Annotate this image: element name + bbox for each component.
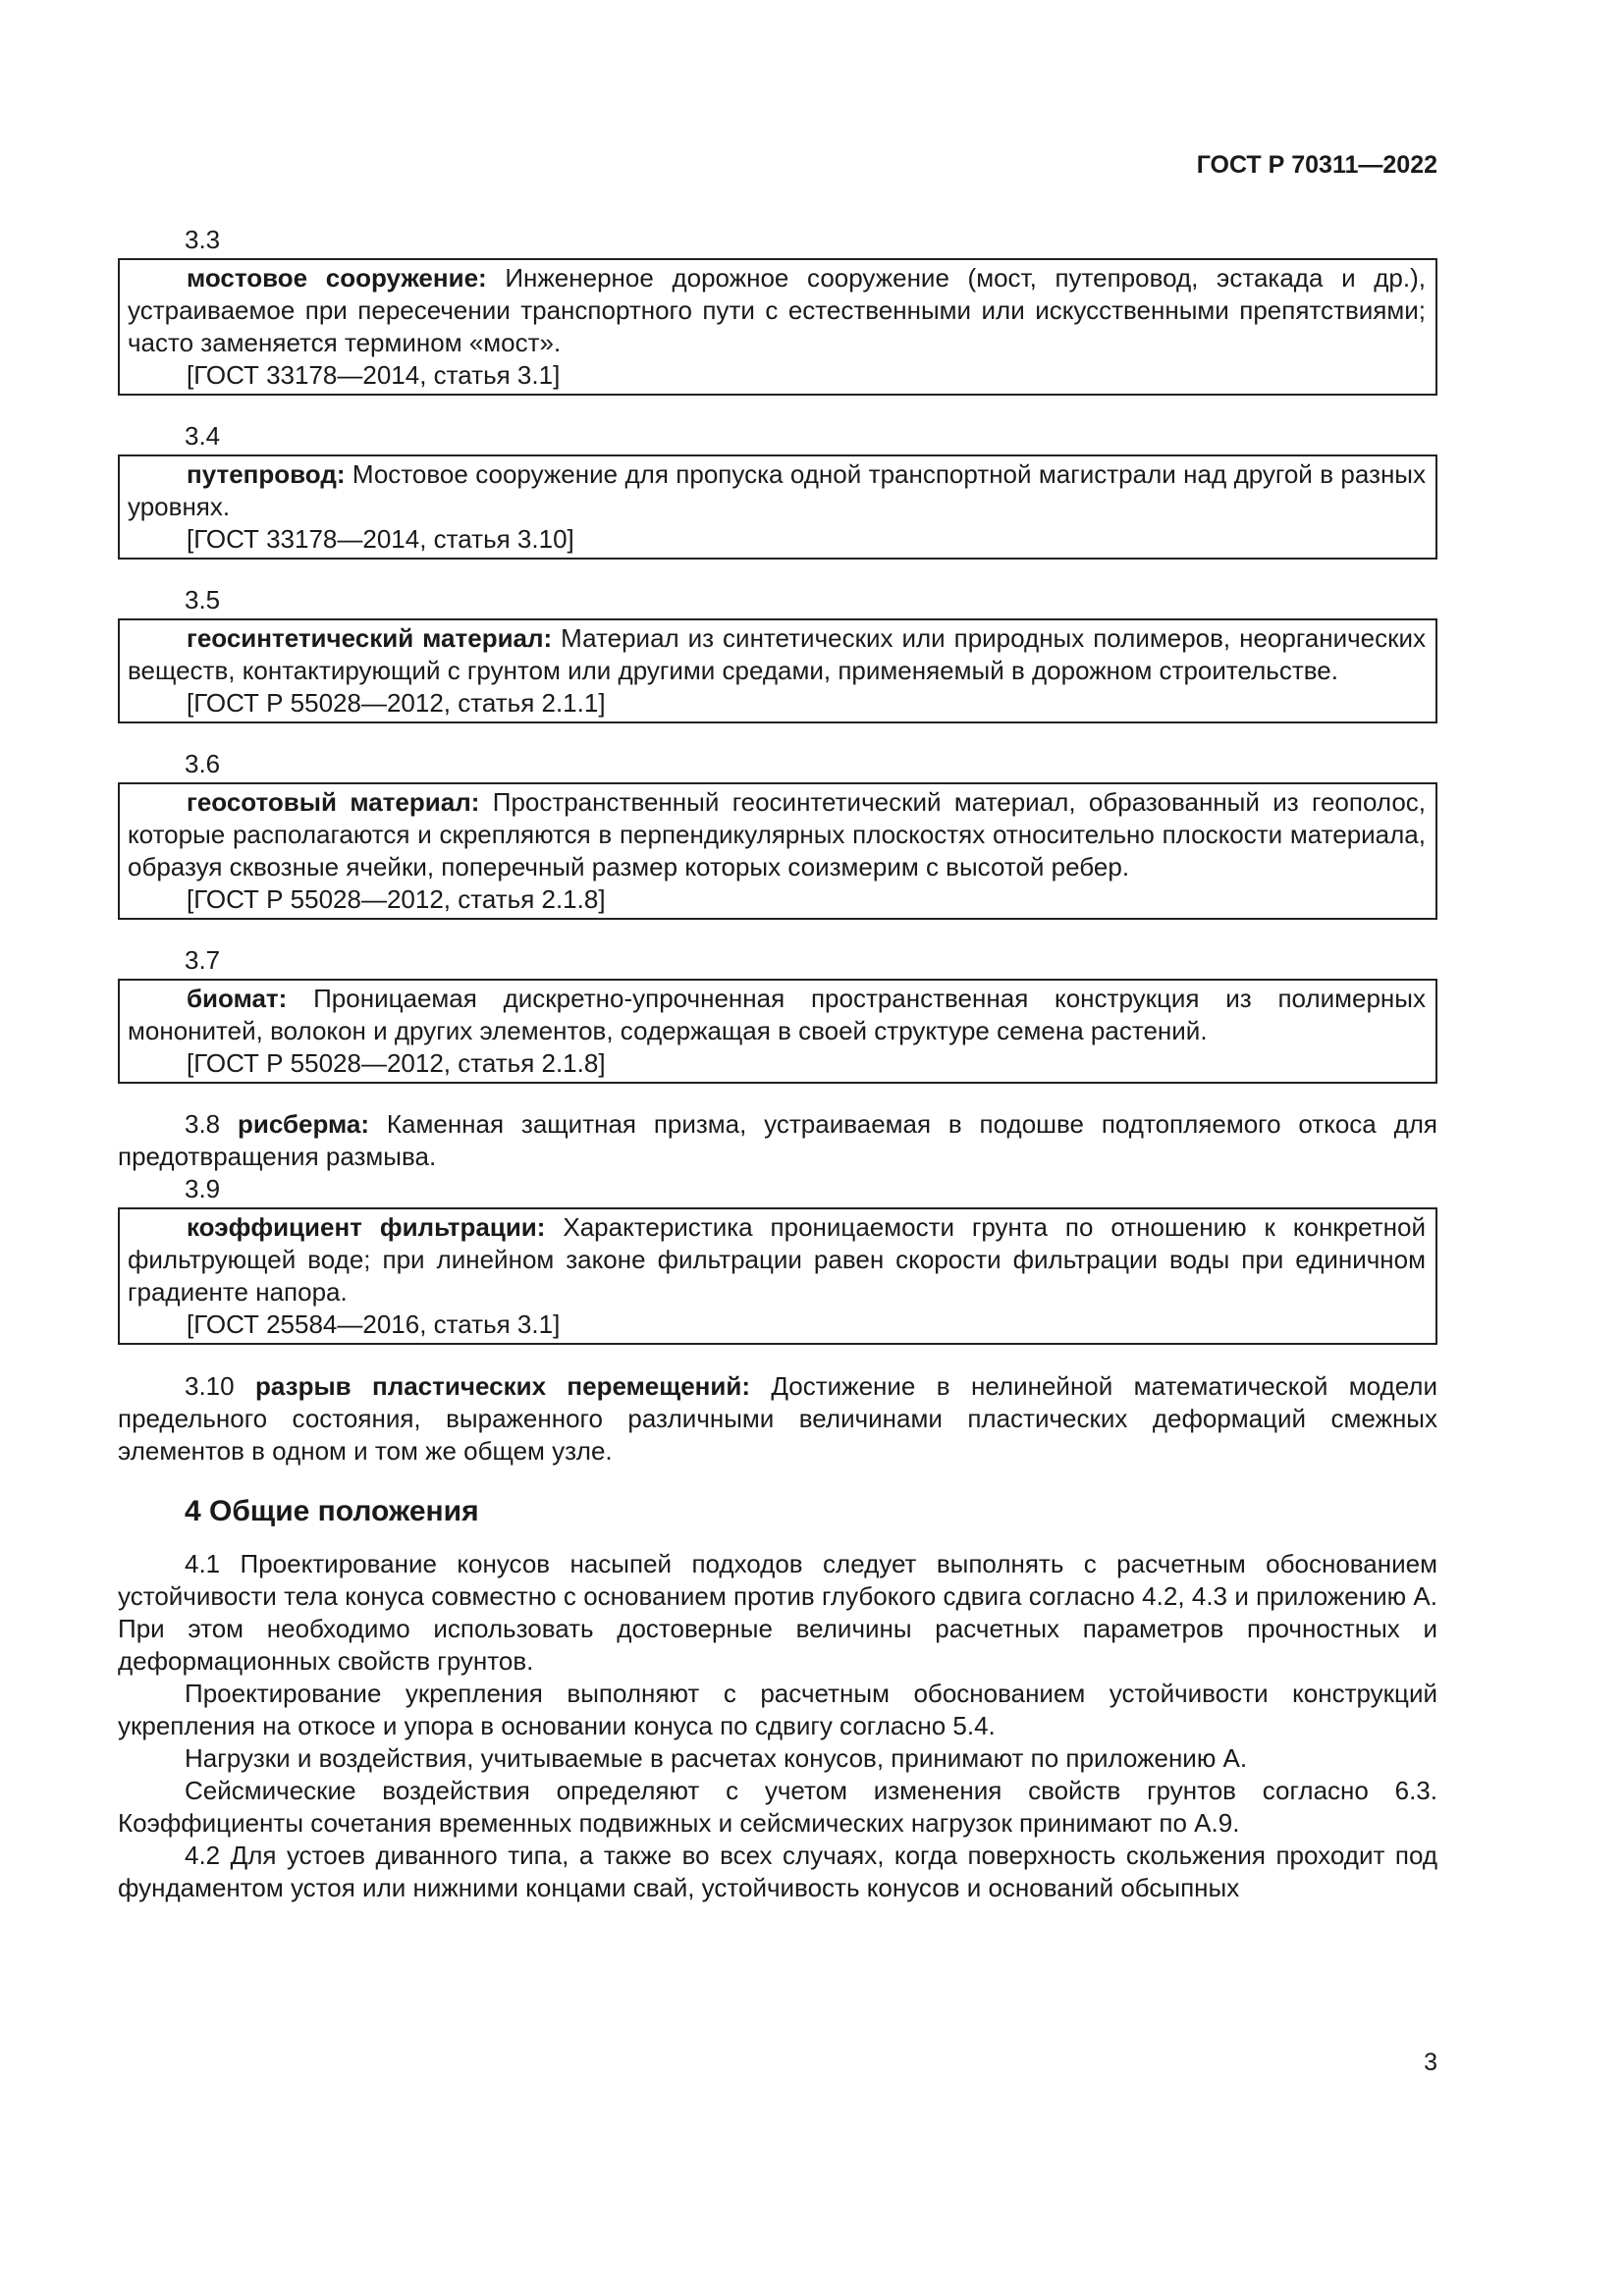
term-definition: [128, 983, 1426, 1047]
term-name: биомат:: [187, 984, 288, 1013]
definition-text: Пространственный геосинтетический материал, образованный из геополос, которые располагаются и скрепляются в перпендикулярных плоскостях относительно плоскости материала, образуя сквозные ячейки, поперечный размер которых соизмерим с высотой ребер.: [128, 787, 1427, 881]
definition-text: Достижение в нелинейной математической модели предельного состояния, выраженного различными величинами пластических деформаций смежных элементов в одном и том же общем узле.: [118, 1371, 1437, 1466]
term-paragraph: [118, 1370, 1437, 1468]
term-name: путепровод:: [187, 459, 346, 489]
term-name: геосотовый материал:: [187, 787, 480, 817]
term-box: [118, 782, 1437, 920]
term-number: 3.9: [185, 1174, 221, 1203]
term-paragraph: [118, 1108, 1437, 1173]
term-definition: [128, 786, 1426, 883]
term-definition: [128, 1211, 1426, 1308]
term-definition: [128, 622, 1426, 687]
term-box: [118, 979, 1437, 1084]
body-paragraph: 4.2 Для устоев диванного типа, а также во всех случаях, когда поверхность скольжения проходит под фундаментом устоя или нижними концами свай, устойчивость конусов и оснований обсыпных: [118, 1841, 1437, 1902]
term-source: [ГОСТ 33178—2014, статья 3.10]: [187, 524, 574, 554]
definition-text: Инженерное дорожное сооружение (мост, путепровод, эстакада и др.), устраиваемое при пересечении транспортного пути с естественными или искусственными препятствиями; часто заменяется термином «мост».: [128, 263, 1426, 357]
term-name: разрыв пластических перемещений:: [255, 1371, 750, 1401]
definition-text: Материал из синтетических или природных полимеров, неорганических веществ, контактирующий с грунтом или другими средами, применяемый в дорожном строительстве.: [128, 623, 1426, 685]
definition-text: Мостовое сооружение для пропуска одной транспортной магистрали над другой в разных уровнях.: [128, 459, 1426, 521]
section-heading: 4 Общие положения: [185, 1495, 479, 1527]
page-number: 3: [1424, 2049, 1437, 2076]
term-box: [118, 258, 1437, 396]
term-source: [ГОСТ Р 55028—2012, статья 2.1.8]: [187, 1048, 606, 1078]
term-number: 3.4: [185, 421, 221, 451]
definition-text: Каменная защитная призма, устраиваемая в подошве подтопляемого откоса для предотвращения размыва.: [118, 1109, 1437, 1171]
term-number: 3.8: [185, 1109, 221, 1139]
term-name: геосинтетический материал:: [187, 623, 553, 653]
term-name: коэффициент фильтрации:: [187, 1212, 546, 1242]
term-number: 3.3: [185, 225, 221, 254]
term-source: [ГОСТ Р 55028—2012, статья 2.1.8]: [187, 884, 606, 914]
definition-text: Проницаемая дискретно-упрочненная пространственная конструкция из полимерных мононитей, волокон и других элементов, содержащая в своей структуре семена растений.: [128, 984, 1426, 1045]
term-definition: [128, 458, 1426, 523]
body-paragraph: 4.1 Проектирование конусов насыпей подходов следует выполнять с расчетным обоснованием устойчивости тела конуса совместно с основанием против глубокого сдвига согласно 4.2, 4.3 и приложению А. При этом необходимо использовать достоверные величины расчетных параметров прочностных и деформационных свойств грунтов.: [118, 1549, 1437, 1676]
definition-text: Характеристика проницаемости грунта по отношению к конкретной фильтрующей воде; при линейном законе фильтрации равен скорости фильтрации воды при единичном градиенте напора.: [128, 1212, 1426, 1307]
term-definition: [128, 262, 1426, 359]
term-box: [118, 618, 1437, 723]
body-paragraph: Нагрузки и воздействия, учитываемые в расчетах конусов, принимают по приложению А.: [185, 1743, 1248, 1773]
term-number: 3.5: [185, 585, 221, 614]
term-number: 3.10: [185, 1371, 235, 1401]
term-source: [ГОСТ Р 55028—2012, статья 2.1.1]: [187, 688, 606, 718]
page-content: [118, 224, 1437, 1904]
term-number: 3.7: [185, 945, 221, 975]
body-paragraph: Сейсмические воздействия определяют с учетом изменения свойств грунтов согласно 6.3. Коэффициенты сочетания временных подвижных и сейсмических нагрузок принимают по А.9.: [118, 1776, 1437, 1838]
term-source: [ГОСТ 33178—2014, статья 3.1]: [187, 360, 561, 390]
term-box: [118, 454, 1437, 560]
body-paragraph: Проектирование укрепления выполняют с расчетным обоснованием устойчивости конструкций укрепления на откосе и упора в основании конуса по сдвигу согласно 5.4.: [118, 1679, 1437, 1740]
term-box: [118, 1207, 1437, 1345]
document-code: ГОСТ Р 70311—2022: [1196, 151, 1437, 179]
term-name: мостовое сооружение:: [187, 263, 487, 293]
term-source: [ГОСТ 25584—2016, статья 3.1]: [187, 1309, 561, 1339]
term-name: рисберма:: [237, 1109, 370, 1139]
term-number: 3.6: [185, 749, 221, 778]
